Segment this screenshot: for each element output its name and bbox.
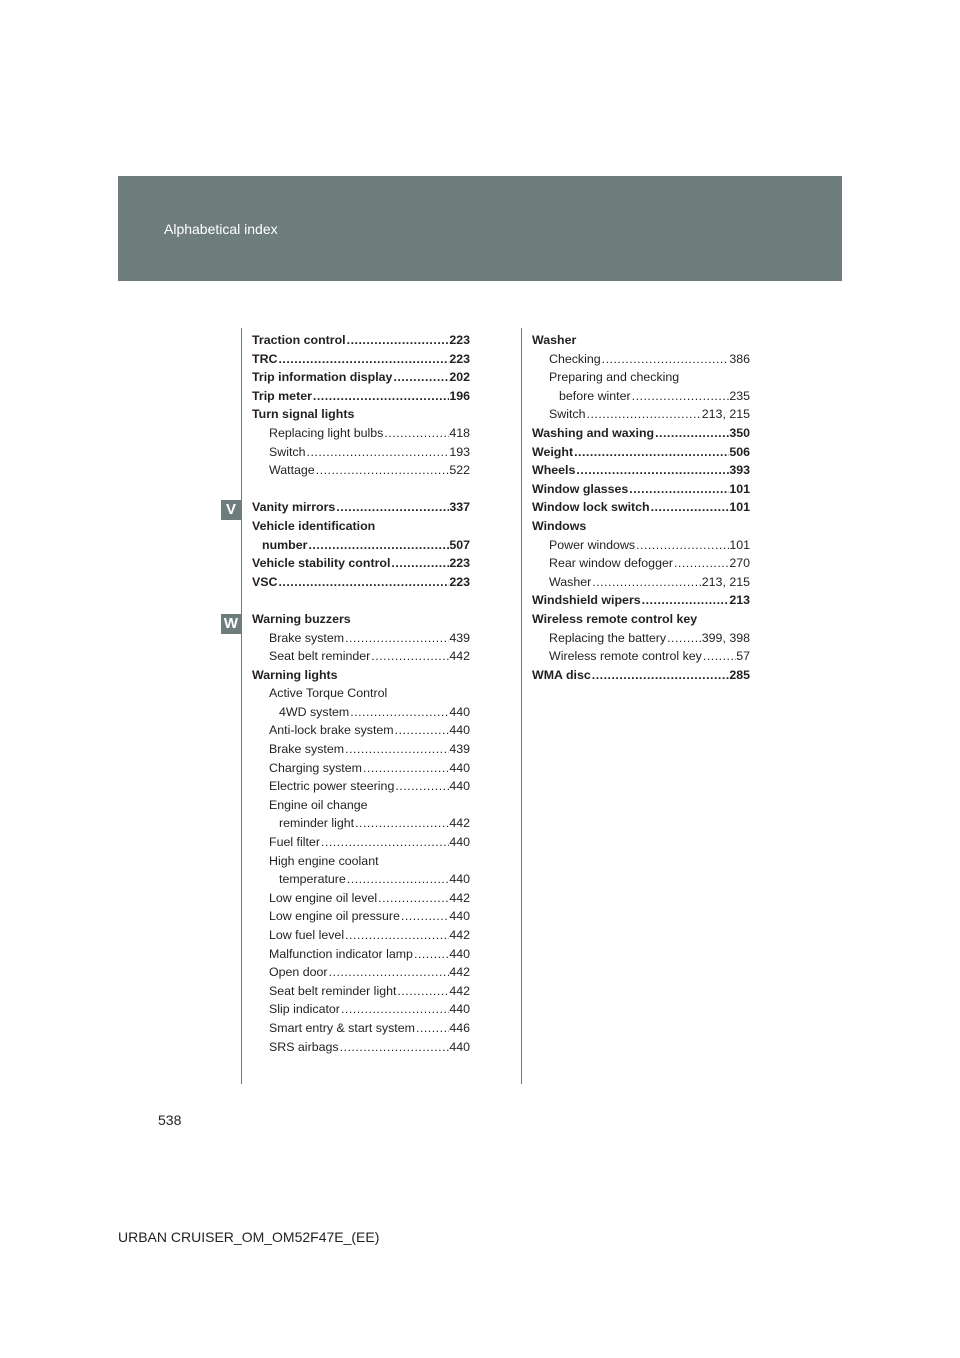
entry-label: Electric power steering [269,779,395,794]
entry-label: Vehicle stability control [252,556,391,571]
entry-label: Rear window defogger [549,556,673,571]
dot-leader [377,889,449,908]
index-subentry [532,554,750,573]
dot-leader [601,350,730,369]
column-divider-left [241,328,242,1084]
dot-leader [344,740,449,759]
page-reference: 440 [449,723,470,738]
dot-leader [413,945,449,964]
entry-label: SRS airbags [269,1039,339,1054]
index-group-t [252,331,470,480]
entry-label: Seat belt reminder light [269,983,397,998]
page-reference: 213, 215 [701,407,750,422]
index-subentry [252,721,470,740]
page-reference: 196 [449,388,470,403]
index-heading: Wireless remote control key [532,611,698,626]
index-entry-continued [532,387,750,406]
entry-label: Open door [269,965,328,980]
dot-leader [650,498,730,517]
page-reference: 101 [729,500,750,515]
index-entry-continued [252,814,470,833]
dot-leader [392,368,449,387]
entry-label: 4WD system [279,704,350,719]
page-reference: 223 [449,351,470,366]
page-reference: 440 [449,1039,470,1054]
document-footer: URBAN CRUISER_OM_OM52F47E_(EE) [118,1229,380,1245]
entry-label: Low engine oil level [269,890,378,905]
index-entry [252,498,470,517]
index-subentry [532,405,750,424]
index-subentry [252,759,470,778]
dot-leader [390,554,449,573]
index-heading: Vehicle identification [252,518,376,533]
page-reference: 57 [736,649,750,664]
page-reference: 337 [449,500,470,515]
entry-label: Switch [269,444,306,459]
index-entry [532,443,750,462]
page-reference: 440 [449,835,470,850]
group-spacer [252,591,470,610]
entry-label: reminder light [279,816,355,831]
dot-leader [335,498,449,517]
index-entry [532,424,750,443]
index-group-w [252,610,470,1056]
entry-label: Trip information display [252,370,393,385]
index-entry [252,554,470,573]
page-reference: 440 [449,779,470,794]
entry-label: Traction control [252,333,346,347]
column-divider-middle [521,328,522,1084]
entry-label: Brake system [269,742,345,757]
entry-label: Wheels [532,463,576,478]
entry-label: Washer [549,574,592,589]
page-reference: 223 [449,556,470,571]
dot-leader [635,536,729,555]
dot-leader [591,666,730,685]
dot-leader [654,424,729,443]
index-entry-continued [252,703,470,722]
index-entry [532,498,750,517]
dot-leader [340,1000,449,1019]
index-entry-continued [252,536,470,555]
index-subentry [252,907,470,926]
page-reference: 350 [729,425,750,440]
section-letter-w: W [221,614,241,634]
index-subheading: Active Torque Control [269,686,388,701]
page-reference: 393 [729,463,750,478]
index-subentry [252,963,470,982]
page-reference: 440 [449,909,470,924]
index-entry [532,461,750,480]
entry-label: Weight [532,444,574,459]
page-reference: 442 [449,649,470,664]
dot-leader [346,870,450,889]
entry-label: Wireless remote control key [549,649,702,664]
dot-leader [575,461,729,480]
index-subheading: Engine oil change [269,797,368,812]
entry-label: Anti-lock brake system [269,723,394,738]
entry-label: VSC [252,574,278,589]
dot-leader [631,387,730,406]
page-reference: 507 [449,537,470,552]
page-reference: 399, 398 [701,630,750,645]
dot-leader [312,387,449,406]
index-heading: Warning lights [252,667,338,682]
entry-label: Washing and waxing [532,425,655,440]
page-reference: 270 [729,556,750,571]
index-heading: Washer [532,333,577,347]
page-reference: 386 [729,351,750,366]
page-reference: 202 [449,370,470,385]
page-reference: 522 [449,463,470,478]
index-subentry [252,424,470,443]
index-subheading: Preparing and checking [549,370,680,385]
entry-label: Fuel filter [269,835,320,850]
page-reference: 442 [449,965,470,980]
index-subentry [252,833,470,852]
entry-label: Malfunction indicator lamp [269,946,413,961]
page-header-band [118,176,842,281]
entry-label: Windshield wipers [532,593,641,608]
entry-label: Replacing light bulbs [269,425,384,440]
page-reference: 440 [449,1002,470,1017]
dot-leader [328,963,450,982]
index-subentry [532,573,750,592]
page-number: 538 [158,1112,182,1128]
index-heading: Turn signal lights [252,407,355,422]
index-entry [252,573,470,592]
dot-leader [344,629,449,648]
dot-leader [666,629,702,648]
dot-leader [628,480,729,499]
index-subentry [252,945,470,964]
dot-leader [383,424,449,443]
index-subheading: High engine coolant [269,853,379,868]
page-reference: 193 [449,444,470,459]
entry-label: Low fuel level [269,928,345,942]
page-reference: 506 [729,444,750,459]
section-letter-v: V [221,500,241,520]
page-reference: 223 [449,333,470,347]
index-subentry [252,926,470,945]
dot-leader [396,982,449,1001]
group-spacer [252,480,470,499]
dot-leader [362,759,449,778]
entry-label: before winter [559,388,631,403]
index-subentry [252,461,470,480]
index-column-left [252,331,470,1056]
index-column-right [532,331,750,684]
entry-label: temperature [279,872,346,887]
page-reference: 442 [449,816,470,831]
index-subentry [252,740,470,759]
dot-leader [315,461,450,480]
page-reference: 235 [729,388,750,403]
index-heading: Windows [532,518,587,533]
dot-leader [277,350,449,369]
entry-label: Brake system [269,630,345,645]
index-entry [532,591,750,610]
index-entry [252,331,470,350]
page-reference: 440 [449,704,470,719]
entry-label: Replacing the battery [549,630,667,645]
dot-leader [346,331,450,350]
dot-leader [320,833,449,852]
index-subentry [252,889,470,908]
index-subentry [252,1000,470,1019]
dot-leader [573,443,729,462]
entry-label: Window lock switch [532,500,650,515]
page-reference: 101 [729,537,750,552]
dot-leader [641,591,730,610]
dot-leader [354,814,449,833]
dot-leader [394,721,450,740]
dot-leader [349,703,449,722]
dot-leader [673,554,729,573]
index-group-v [252,498,470,591]
index-subentry [252,443,470,462]
page-reference: 213 [729,593,750,608]
entry-label: Trip meter [252,388,312,403]
page-reference: 223 [449,574,470,589]
entry-label: Checking [549,351,601,366]
dot-leader [306,443,450,462]
index-subentry [252,647,470,666]
page-title: Alphabetical index [164,221,278,237]
entry-label: WMA disc [532,667,591,682]
entry-label: Smart entry & start system [269,1020,415,1035]
index-subentry [532,536,750,555]
entry-label: Seat belt reminder [269,649,371,664]
index-subentry [532,629,750,648]
page-reference: 442 [449,928,470,942]
page-reference: 440 [449,760,470,775]
dot-leader [344,926,449,945]
entry-label: Vanity mirrors [252,500,336,515]
dot-leader [307,536,449,555]
dot-leader [586,405,702,424]
index-subentry [252,777,470,796]
dot-leader [415,1019,449,1038]
dot-leader [591,573,702,592]
dot-leader [277,573,449,592]
page-reference: 439 [449,742,470,757]
dot-leader [702,647,736,666]
page-reference: 442 [449,890,470,905]
page-reference: 442 [449,983,470,998]
entry-label: Slip indicator [269,1002,340,1017]
dot-leader [339,1038,450,1057]
index-entry [252,368,470,387]
index-subentry [252,629,470,648]
index-subentry [252,1019,470,1038]
index-heading: Warning buzzers [252,611,351,626]
index-entry [532,666,750,685]
entry-label: number [262,537,308,552]
index-group-w-continued [532,331,750,684]
page-reference: 285 [729,667,750,682]
index-entry [252,350,470,369]
entry-label: Wattage [269,463,315,478]
entry-label: Low engine oil pressure [269,909,400,924]
page-reference: 439 [449,630,470,645]
index-subentry [532,350,750,369]
page-reference: 440 [449,872,470,887]
entry-label: Switch [549,407,586,422]
page-reference: 213, 215 [701,574,750,589]
page-reference: 446 [449,1020,470,1035]
page-reference: 440 [449,946,470,961]
entry-label: Power windows [549,537,636,552]
index-subentry [252,1038,470,1057]
index-entry [252,387,470,406]
index-entry [532,480,750,499]
index-subentry [252,982,470,1001]
entry-label: Charging system [269,760,362,775]
index-subentry [532,647,750,666]
page-reference: 418 [449,425,470,440]
entry-label: Window glasses [532,481,629,496]
dot-leader [394,777,449,796]
page-reference: 101 [729,481,750,496]
entry-label: TRC [252,351,278,366]
dot-leader [400,907,449,926]
dot-leader [370,647,449,666]
index-entry-continued [252,870,470,889]
